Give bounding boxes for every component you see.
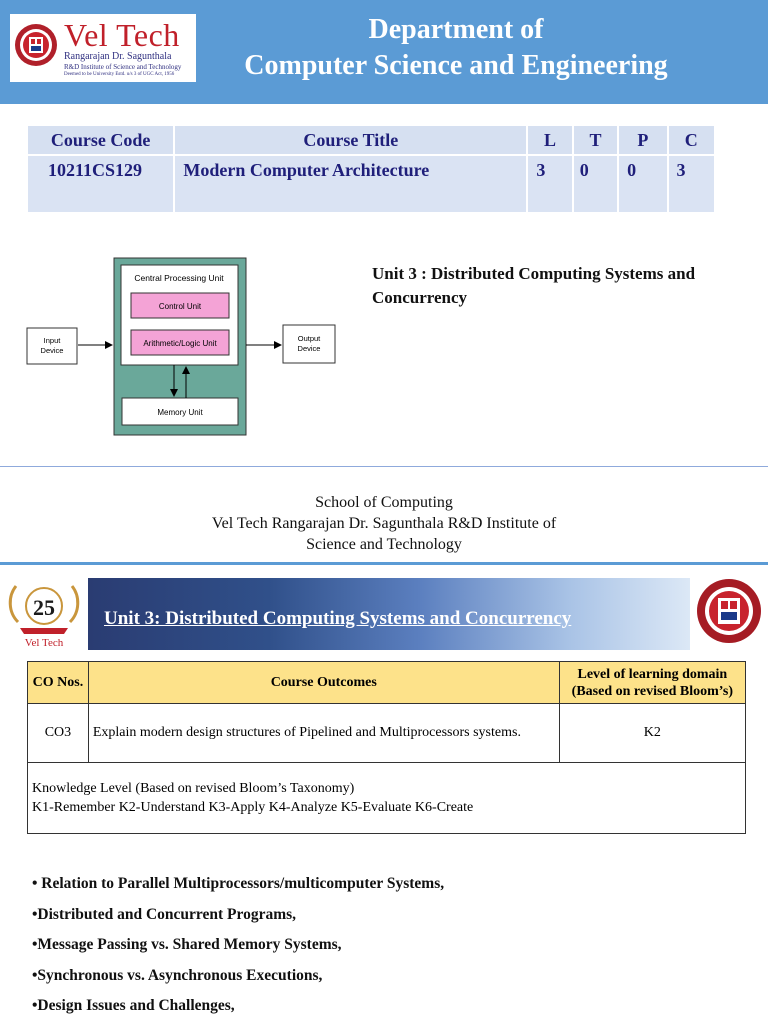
laurel-right-icon — [70, 586, 78, 622]
credit-l: 3 — [527, 155, 572, 213]
laurel-left-icon — [10, 586, 18, 622]
header-level — [559, 662, 745, 704]
list-item: •Design Issues and Challenges, — [32, 997, 235, 1014]
institute-name-line1: Vel Tech Rangarajan Dr. Sagunthala R&D Institute of — [211, 515, 557, 532]
logo-tagline: Deemed to be University Estd. u/s 3 of UGC Act, 1956 — [64, 72, 175, 77]
course-table-row — [28, 155, 715, 213]
department-title-line1: Department of — [368, 14, 544, 45]
university-seal-icon — [14, 23, 58, 67]
jubilee-name: Vel Tech — [24, 637, 64, 649]
header-t: T — [573, 126, 618, 155]
course-code: 10211CS129 — [28, 155, 174, 213]
department-title-line2: Computer Science and Engineering — [244, 50, 668, 81]
knowledge-level-cell — [28, 763, 746, 834]
course-table — [28, 126, 716, 214]
knowledge-level-row — [28, 763, 746, 834]
header-l: L — [527, 126, 572, 155]
list-item: •Synchronous vs. Asynchronous Executions, — [32, 966, 323, 984]
output-device-label-2: Device — [297, 344, 321, 353]
department-title — [196, 12, 716, 84]
logo-subtitle-1: Rangarajan Dr. Sagunthala — [64, 51, 172, 62]
memory-unit-label: Memory Unit — [157, 408, 203, 417]
header-p: P — [618, 126, 667, 155]
cpu-architecture-diagram — [22, 250, 342, 440]
university-seal-icon — [696, 578, 762, 644]
header-level-line1: Level of learning domain — [577, 666, 728, 682]
jubilee-number: 25 — [33, 595, 55, 620]
header-co-nos: CO Nos. — [28, 662, 89, 704]
list-item: • Relation to Parallel Multiprocessors/multicomputer Systems, — [32, 875, 445, 892]
logo-subtitle-2: R&D Institute of Science and Technology — [64, 63, 182, 71]
knowledge-level-list: K1-Remember K2-Understand K3-Apply K4-Analyze K5-Evaluate K6-Create — [32, 800, 474, 815]
slide-separator — [0, 562, 768, 565]
veltech-logo — [10, 14, 196, 82]
unit-banner — [88, 578, 690, 650]
control-unit-label: Control Unit — [158, 302, 202, 311]
header-course-code: Course Code — [28, 126, 174, 155]
header-course-outcomes: Course Outcomes — [88, 662, 559, 704]
unit-banner-title: Unit 3: Distributed Computing Systems and Concurrency — [104, 608, 572, 629]
co-outcome: Explain modern design structures of Pipelined and Multiprocessors systems. — [88, 704, 559, 763]
school-block — [0, 492, 768, 555]
credit-t: 0 — [573, 155, 618, 213]
alu-label: Arithmetic/Logic Unit — [143, 339, 217, 348]
output-device-label-1: Output — [297, 334, 321, 343]
credit-c: 3 — [668, 155, 715, 213]
header-course-title: Course Title — [174, 126, 527, 155]
school-name: School of Computing — [315, 494, 453, 511]
cpu-label: Central Processing Unit — [134, 273, 224, 283]
co-table-row — [28, 704, 746, 763]
list-item: •Distributed and Concurrent Programs, — [32, 905, 297, 923]
co-table-header — [28, 662, 746, 704]
co-level: K2 — [559, 704, 745, 763]
silver-jubilee-logo — [2, 578, 86, 650]
co-number: CO3 — [28, 704, 89, 763]
course-outcomes-table — [27, 661, 746, 834]
header-level-line2: (Based on revised Bloom’s) — [571, 683, 734, 699]
institute-name-line2: Science and Technology — [306, 536, 462, 553]
logo-name: Vel Tech — [64, 17, 180, 53]
input-device-label-1: Input — [43, 336, 61, 345]
knowledge-level-title: Knowledge Level (Based on revised Bloom’s Taxonomy) — [32, 781, 355, 796]
course-table-header — [28, 126, 715, 155]
credit-p: 0 — [618, 155, 667, 213]
course-title: Modern Computer Architecture — [174, 155, 527, 213]
divider — [0, 466, 768, 467]
list-item: •Message Passing vs. Shared Memory Systems, — [32, 936, 342, 953]
topic-list — [32, 872, 752, 1025]
unit-title: Unit 3 : Distributed Computing Systems and Concurrency — [372, 264, 696, 307]
header-c: C — [668, 126, 715, 155]
input-device-label-2: Device — [40, 346, 64, 355]
